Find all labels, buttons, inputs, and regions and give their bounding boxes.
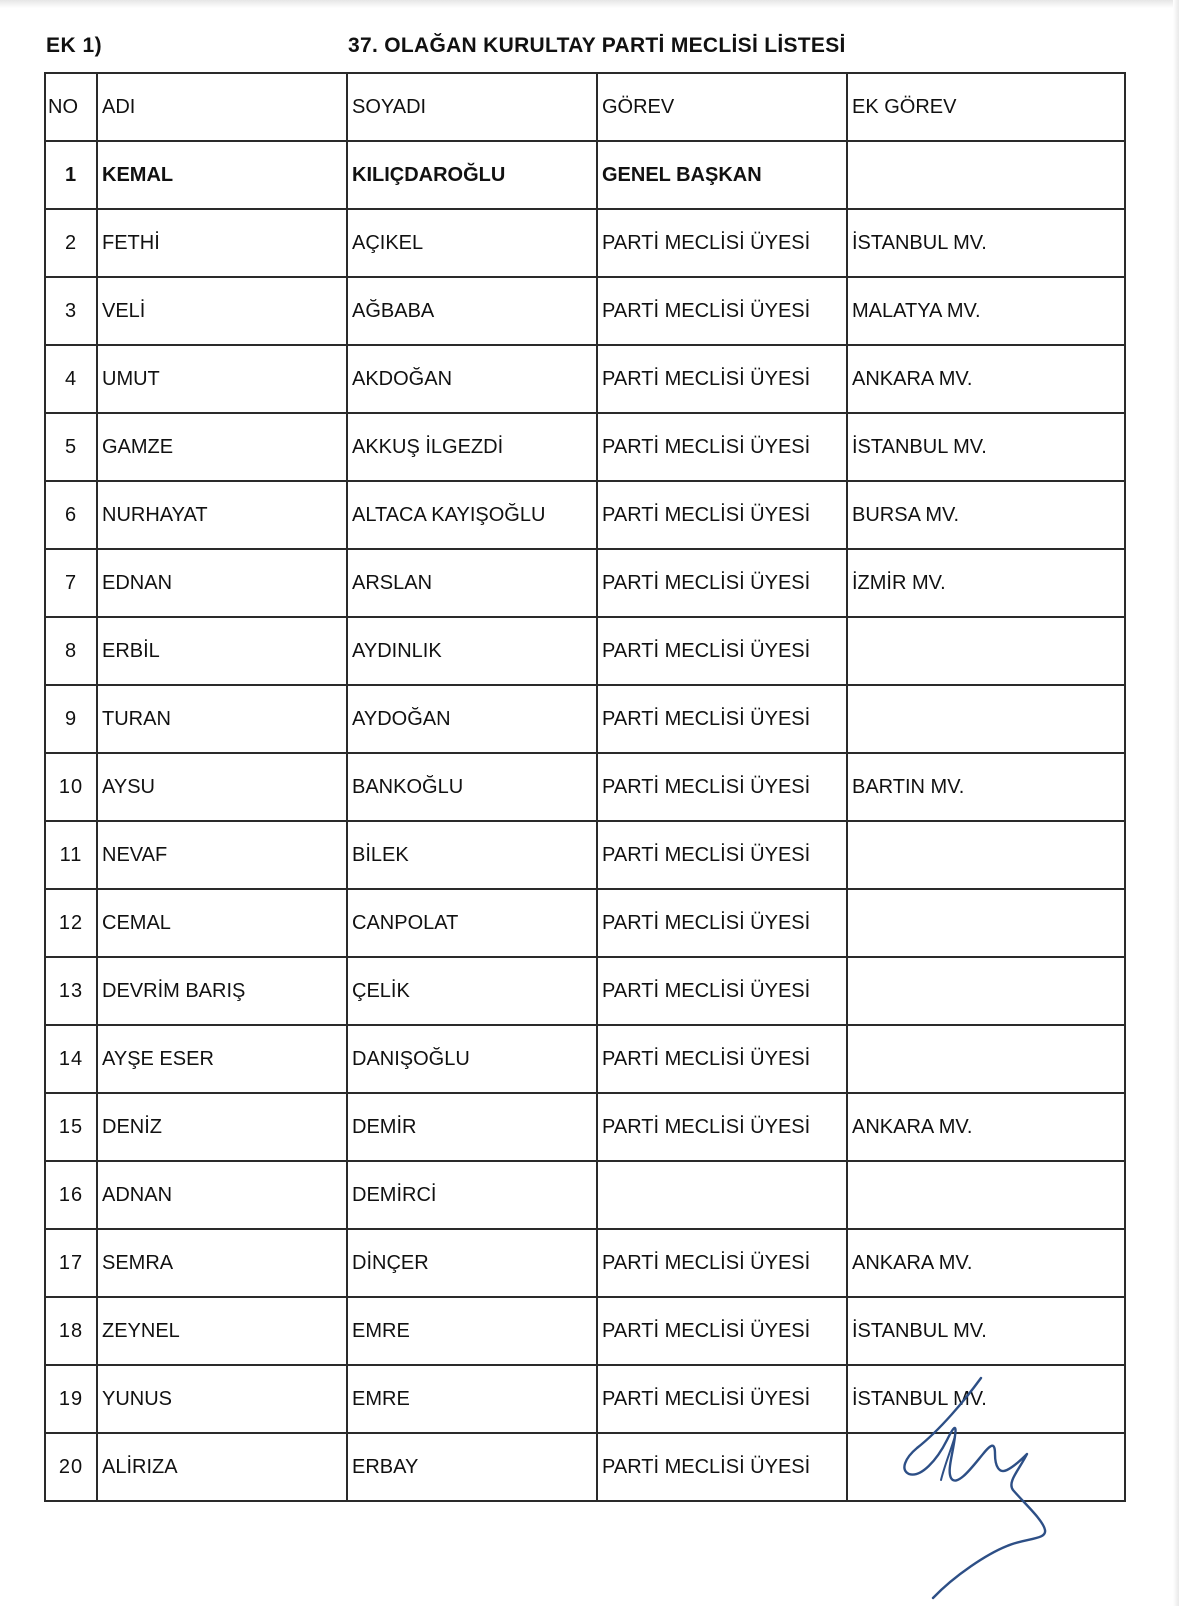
cell-extra-role: BARTIN MV. — [847, 753, 1125, 821]
cell-name: EDNAN — [97, 549, 347, 617]
cell-no: 15 — [45, 1093, 97, 1161]
cell-no: 8 — [45, 617, 97, 685]
cell-name: NEVAF — [97, 821, 347, 889]
cell-no: 19 — [45, 1365, 97, 1433]
cell-name: UMUT — [97, 345, 347, 413]
cell-surname: KILIÇDAROĞLU — [347, 141, 597, 209]
cell-no: 20 — [45, 1433, 97, 1501]
cell-surname: AKDOĞAN — [347, 345, 597, 413]
cell-role: PARTİ MECLİSİ ÜYESİ — [597, 617, 847, 685]
cell-surname: AĞBABA — [347, 277, 597, 345]
cell-no: 14 — [45, 1025, 97, 1093]
cell-no: 5 — [45, 413, 97, 481]
table-row — [45, 957, 1125, 1025]
cell-no: 13 — [45, 957, 97, 1025]
cell-extra-role — [847, 141, 1125, 209]
cell-extra-role — [847, 957, 1125, 1025]
cell-surname: CANPOLAT — [347, 889, 597, 957]
cell-no: 9 — [45, 685, 97, 753]
table-row — [45, 1229, 1125, 1297]
cell-name: ADNAN — [97, 1161, 347, 1229]
cell-surname: EMRE — [347, 1297, 597, 1365]
cell-surname: DEMİR — [347, 1093, 597, 1161]
table-row — [45, 753, 1125, 821]
cell-surname: BİLEK — [347, 821, 597, 889]
cell-role: PARTİ MECLİSİ ÜYESİ — [597, 549, 847, 617]
cell-role: PARTİ MECLİSİ ÜYESİ — [597, 345, 847, 413]
cell-name: YUNUS — [97, 1365, 347, 1433]
table-row — [45, 1297, 1125, 1365]
table-row — [45, 481, 1125, 549]
cell-no: 11 — [45, 821, 97, 889]
cell-surname: ALTACA KAYIŞOĞLU — [347, 481, 597, 549]
table-body — [45, 141, 1125, 1501]
cell-role: PARTİ MECLİSİ ÜYESİ — [597, 1433, 847, 1501]
cell-name: DENİZ — [97, 1093, 347, 1161]
header-extra-role: EK GÖREV — [847, 73, 1125, 141]
cell-extra-role: MALATYA MV. — [847, 277, 1125, 345]
member-table — [44, 72, 1126, 1502]
cell-surname: EMRE — [347, 1365, 597, 1433]
annex-label: EK 1) — [46, 34, 103, 57]
cell-extra-role: İSTANBUL MV. — [847, 413, 1125, 481]
cell-role: PARTİ MECLİSİ ÜYESİ — [597, 889, 847, 957]
cell-extra-role: İSTANBUL MV. — [847, 1297, 1125, 1365]
cell-name: VELİ — [97, 277, 347, 345]
cell-surname: BANKOĞLU — [347, 753, 597, 821]
cell-extra-role: İSTANBUL MV. — [847, 209, 1125, 277]
cell-surname: AÇIKEL — [347, 209, 597, 277]
cell-extra-role — [847, 1025, 1125, 1093]
cell-role: PARTİ MECLİSİ ÜYESİ — [597, 1093, 847, 1161]
cell-surname: AYDOĞAN — [347, 685, 597, 753]
cell-role: PARTİ MECLİSİ ÜYESİ — [597, 1365, 847, 1433]
cell-extra-role: İZMİR MV. — [847, 549, 1125, 617]
cell-name: SEMRA — [97, 1229, 347, 1297]
cell-surname: ÇELİK — [347, 957, 597, 1025]
cell-role — [597, 1161, 847, 1229]
table-header-row — [45, 73, 1125, 141]
cell-role: GENEL BAŞKAN — [597, 141, 847, 209]
cell-name: CEMAL — [97, 889, 347, 957]
table-row — [45, 1161, 1125, 1229]
cell-role: PARTİ MECLİSİ ÜYESİ — [597, 685, 847, 753]
cell-role: PARTİ MECLİSİ ÜYESİ — [597, 1025, 847, 1093]
cell-surname: DİNÇER — [347, 1229, 597, 1297]
cell-no: 18 — [45, 1297, 97, 1365]
cell-name: TURAN — [97, 685, 347, 753]
cell-no: 16 — [45, 1161, 97, 1229]
page-shadow-top — [0, 0, 1179, 8]
header-name: ADI — [97, 73, 347, 141]
cell-name: AYSU — [97, 753, 347, 821]
header-role: GÖREV — [597, 73, 847, 141]
cell-role: PARTİ MECLİSİ ÜYESİ — [597, 209, 847, 277]
cell-no: 1 — [45, 141, 97, 209]
header-surname: SOYADI — [347, 73, 597, 141]
table-row — [45, 549, 1125, 617]
cell-name: ZEYNEL — [97, 1297, 347, 1365]
cell-surname: DANIŞOĞLU — [347, 1025, 597, 1093]
cell-role: PARTİ MECLİSİ ÜYESİ — [597, 957, 847, 1025]
cell-extra-role: ANKARA MV. — [847, 1229, 1125, 1297]
cell-no: 4 — [45, 345, 97, 413]
cell-no: 3 — [45, 277, 97, 345]
cell-extra-role — [847, 889, 1125, 957]
cell-name: DEVRİM BARIŞ — [97, 957, 347, 1025]
cell-extra-role: ANKARA MV. — [847, 1093, 1125, 1161]
table-row — [45, 413, 1125, 481]
cell-no: 12 — [45, 889, 97, 957]
cell-name: GAMZE — [97, 413, 347, 481]
cell-role: PARTİ MECLİSİ ÜYESİ — [597, 413, 847, 481]
cell-no: 7 — [45, 549, 97, 617]
cell-no: 6 — [45, 481, 97, 549]
cell-role: PARTİ MECLİSİ ÜYESİ — [597, 481, 847, 549]
table-row — [45, 141, 1125, 209]
table-row — [45, 821, 1125, 889]
cell-extra-role — [847, 685, 1125, 753]
cell-no: 17 — [45, 1229, 97, 1297]
cell-role: PARTİ MECLİSİ ÜYESİ — [597, 821, 847, 889]
cell-extra-role: BURSA MV. — [847, 481, 1125, 549]
table-row — [45, 889, 1125, 957]
header-no: NO — [45, 73, 97, 141]
cell-extra-role: ANKARA MV. — [847, 345, 1125, 413]
table-row — [45, 1025, 1125, 1093]
cell-role: PARTİ MECLİSİ ÜYESİ — [597, 753, 847, 821]
table-row — [45, 209, 1125, 277]
document-title: 37. OLAĞAN KURULTAY PARTİ MECLİSİ LİSTESİ — [348, 34, 846, 57]
cell-name: ALİRIZA — [97, 1433, 347, 1501]
cell-extra-role — [847, 617, 1125, 685]
page-shadow-right — [1173, 0, 1179, 1606]
cell-role: PARTİ MECLİSİ ÜYESİ — [597, 1297, 847, 1365]
table-row — [45, 345, 1125, 413]
cell-name: AYŞE ESER — [97, 1025, 347, 1093]
cell-no: 2 — [45, 209, 97, 277]
cell-name: NURHAYAT — [97, 481, 347, 549]
table-row — [45, 617, 1125, 685]
cell-extra-role — [847, 1161, 1125, 1229]
table-row — [45, 685, 1125, 753]
table-row — [45, 277, 1125, 345]
cell-surname: AKKUŞ İLGEZDİ — [347, 413, 597, 481]
cell-no: 10 — [45, 753, 97, 821]
cell-name: KEMAL — [97, 141, 347, 209]
cell-name: ERBİL — [97, 617, 347, 685]
cell-name: FETHİ — [97, 209, 347, 277]
cell-surname: ARSLAN — [347, 549, 597, 617]
cell-role: PARTİ MECLİSİ ÜYESİ — [597, 277, 847, 345]
cell-extra-role — [847, 821, 1125, 889]
handwritten-signature — [895, 1370, 1065, 1600]
table-row — [45, 1093, 1125, 1161]
cell-role: PARTİ MECLİSİ ÜYESİ — [597, 1229, 847, 1297]
cell-surname: DEMİRCİ — [347, 1161, 597, 1229]
cell-extra-role: İSTANBUL MV. — [847, 1365, 1125, 1433]
cell-surname: ERBAY — [347, 1433, 597, 1501]
cell-surname: AYDINLIK — [347, 617, 597, 685]
